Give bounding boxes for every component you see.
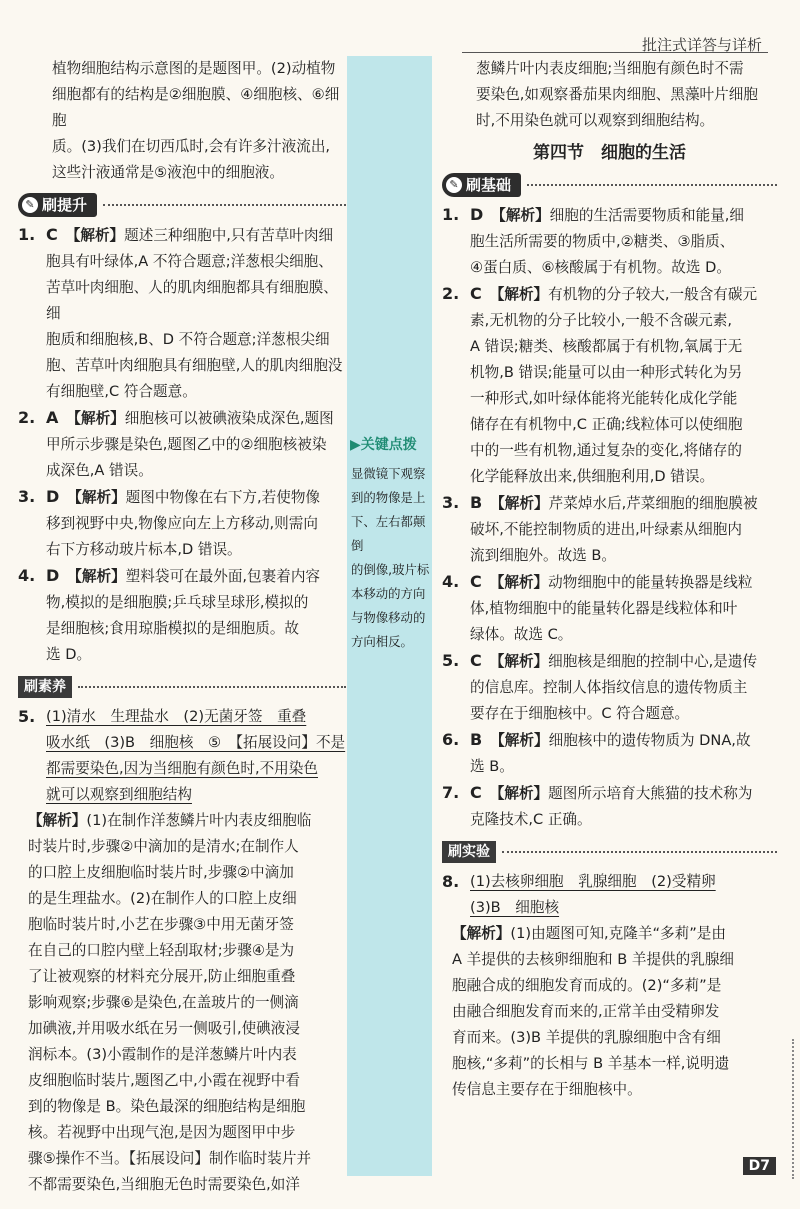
text-line: 皮细胞临时装片,题图乙中,小霞在视野中看 xyxy=(28,1072,300,1089)
text-line: 细胞都有的结构是②细胞膜、④细胞核、⑥细胞 xyxy=(52,86,340,129)
text-line: 绿体。故选 C。 xyxy=(470,626,573,643)
text-line: 葱鳞片叶内表皮细胞;当细胞有颜色时不需 xyxy=(476,60,744,77)
text-line: 选 D。 xyxy=(46,646,92,663)
text-line: 时装片时,步骤②中滴加的是清水;在制作人 xyxy=(28,838,299,855)
question-number: 3. xyxy=(18,487,36,506)
text-line: 流到细胞外。故选 B。 xyxy=(470,547,616,564)
text-line: 到的物像是 B。染色最深的细胞结构是细胞 xyxy=(28,1098,306,1115)
text-line: 的是生理盐水。(2)在制作人的口腔上皮细 xyxy=(28,890,297,907)
text-line: 核。若视野中出现气泡,是因为题图甲中步 xyxy=(28,1124,296,1141)
answer-line: 都需要染色,因为当细胞有颜色时,不用染色 xyxy=(46,760,318,777)
analysis-tag: 【解析】 xyxy=(66,410,125,427)
analysis-tag: 【解析】 xyxy=(490,495,549,512)
section-badge: 刷素养 xyxy=(18,676,72,698)
analysis-tag: 【解析】 xyxy=(67,568,126,585)
text-line: 在自己的口腔内壁上轻刮取材;步骤④是为 xyxy=(28,942,295,959)
text-line: 细胞的生活需要物质和能量,细 xyxy=(549,207,745,224)
text-line: 右下方移动玻片标本,D 错误。 xyxy=(46,541,242,558)
text-line: 要存在于细胞核中。C 符合题意。 xyxy=(470,705,690,722)
question-4 xyxy=(442,569,777,648)
right-intro xyxy=(442,56,777,134)
answer-line: (1)去核卵细胞 乳腺细胞 (2)受精卵 xyxy=(470,873,716,890)
question-number: 2. xyxy=(442,284,460,303)
text-line: 成深色,A 错误。 xyxy=(46,462,153,479)
section-label: 刷提升 xyxy=(42,196,88,214)
text-line: 克隆技术,C 正确。 xyxy=(470,811,592,828)
note-line: 方向相反。 xyxy=(351,634,413,649)
text-line: ④蛋白质、⑥核酸属于有机物。故选 D。 xyxy=(470,259,731,276)
answer-letter: D xyxy=(46,566,60,585)
text-line: 胞生活所需要的物质中,②糖类、③脂质、 xyxy=(470,233,735,250)
question-number: 7. xyxy=(442,783,460,802)
text-line: 育而来。(3)B 羊提供的乳腺细胞中含有细 xyxy=(452,1029,721,1046)
question-3 xyxy=(442,490,777,569)
question-number: 5. xyxy=(18,707,36,726)
text-line: 塑料袋可在最外面,包裹着内容 xyxy=(125,568,321,585)
analysis-tag: 【解析】 xyxy=(65,227,125,244)
question-number: 1. xyxy=(442,205,460,224)
note-line: 本移动的方向 xyxy=(351,586,426,601)
question-number: 4. xyxy=(442,572,460,591)
answer-letter: B xyxy=(470,730,483,749)
text-line: 时,不用染色就可以观察到细胞结构。 xyxy=(476,112,715,129)
answer-letter: C xyxy=(470,284,482,303)
text-line: 质。(3)我们在切西瓜时,会有许多汁液流出, xyxy=(52,138,331,155)
answer-letter: D xyxy=(46,487,60,506)
answer-letter: D xyxy=(470,205,484,224)
answer-letter: C xyxy=(46,225,58,244)
analysis-tag: 【解析】 xyxy=(489,785,549,802)
question-5-analysis xyxy=(18,808,346,1198)
text-line: 胞质和细胞核,B、D 不符合题意;洋葱根尖细 xyxy=(46,331,330,348)
text-line: 储存在有机物中,C 正确;线粒体可以使细胞 xyxy=(470,416,743,433)
text-line: 有细胞壁,C 符合题意。 xyxy=(46,383,197,400)
note-body xyxy=(351,462,431,654)
text-line: 不都需要染色,当细胞无色时需要染色,如洋 xyxy=(28,1176,300,1193)
section-tisheng xyxy=(18,192,346,218)
note-line: 到的物像是上 xyxy=(351,490,426,505)
section-label: 刷基础 xyxy=(466,176,512,194)
text-line: 是细胞核;食用琼脂模拟的是细胞质。故 xyxy=(46,620,300,637)
text-line: 一种形式,如叶绿体能将光能转化成化学能 xyxy=(470,390,738,407)
page-number: D7 xyxy=(743,1157,776,1175)
text-line: 题图中物像在右下方,若使物像 xyxy=(125,489,321,506)
text-line: 选 B。 xyxy=(470,758,514,775)
text-line: 题图所示培育大熊猫的技术称为 xyxy=(548,785,753,802)
analysis-tag: 【解析】 xyxy=(67,489,126,506)
text-line: 细胞核可以被碘液染成深色,题图 xyxy=(124,410,334,427)
analysis-tag: 【解析】 xyxy=(491,207,550,224)
text-line: A 错误;糖类、核酸都属于有机物,氧属于无 xyxy=(470,338,743,355)
dotted-rule xyxy=(527,184,777,186)
section-badge xyxy=(18,193,97,217)
question-number: 3. xyxy=(442,493,460,512)
question-number: 1. xyxy=(18,225,36,244)
dotted-rule xyxy=(502,851,777,853)
text-line: 胞临时装片时,小艺在步骤③中用无菌牙签 xyxy=(28,916,294,933)
section-badge xyxy=(442,173,521,197)
question-6 xyxy=(442,727,777,780)
answer-letter: B xyxy=(470,493,483,512)
dotted-rule xyxy=(103,204,346,206)
text-line: (1)由题图可知,克隆羊“多莉”是由 xyxy=(510,925,726,942)
section-jichu xyxy=(442,172,777,198)
text-line: 影响观察;步骤⑥是染色,在盖玻片的一侧滴 xyxy=(28,994,299,1011)
text-line: 素,无机物的分子比较小,一般不含碳元素, xyxy=(470,312,733,329)
text-line: 动物细胞中的能量转换器是线粒 xyxy=(548,574,753,591)
text-line: 物,模拟的是细胞膜;乒乓球呈球形,模拟的 xyxy=(46,594,309,611)
question-1 xyxy=(442,202,777,281)
question-1 xyxy=(18,222,346,405)
note-line: 显微镜下观察 xyxy=(351,466,426,481)
section-shiyan xyxy=(442,839,777,865)
answer-line: (1)清水 生理盐水 (2)无菌牙签 重叠 xyxy=(46,708,307,725)
text-line: 这些汁液通常是⑤液泡中的细胞液。 xyxy=(52,164,284,181)
note-line: 下、左右都颠倒 xyxy=(351,514,426,553)
text-line: 机物,B 错误;能量可以由一种形式转化为另 xyxy=(470,364,743,381)
question-number: 8. xyxy=(442,872,460,891)
note-line: 的倒像,玻片标 xyxy=(351,562,430,577)
analysis-tag: 【解析】 xyxy=(28,812,87,829)
text-line: 题述三种细胞中,只有苦草叶肉细 xyxy=(124,227,334,244)
text-line: 加碘液,并用吸水纸在另一侧吸引,使碘液浸 xyxy=(28,1020,300,1037)
question-4 xyxy=(18,563,346,668)
answer-line: 吸水纸 (3)B 细胞核 ⑤ 【拓展设问】不是 xyxy=(46,734,346,751)
question-3 xyxy=(18,484,346,563)
answer-line: (3)B 细胞核 xyxy=(470,899,560,916)
brush-icon: ✎ xyxy=(22,197,38,213)
text-line: 骤⑤操作不当。【拓展设问】制作临时装片并 xyxy=(28,1150,312,1167)
text-line: A 羊提供的去核卵细胞和 B 羊提供的乳腺细 xyxy=(452,951,735,968)
text-line: 化学能释放出来,供细胞利用,D 错误。 xyxy=(470,468,715,485)
text-line: (1)在制作洋葱鳞片叶内表皮细胞临 xyxy=(86,812,312,829)
text-line: 中的一些有机物,通过复杂的变化,将储存的 xyxy=(470,442,742,459)
answer-letter: C xyxy=(470,572,482,591)
text-line: 了让被观察的材料充分展开,防止细胞重叠 xyxy=(28,968,296,985)
text-line: 甲所示步骤是染色,题图乙中的②细胞核被染 xyxy=(46,436,327,453)
question-number: 5. xyxy=(442,651,460,670)
question-8 xyxy=(442,869,777,921)
left-column xyxy=(18,56,346,1198)
answer-line: 就可以观察到细胞结构 xyxy=(46,786,192,803)
text-line: 细胞核中的遗传物质为 DNA,故 xyxy=(548,732,751,749)
text-line: 胞具有叶绿体,A 不符合题意;洋葱根尖细胞、 xyxy=(46,253,333,270)
question-5 xyxy=(442,648,777,727)
right-column xyxy=(442,56,777,1103)
section-suyang xyxy=(18,674,346,700)
text-line: 植物细胞结构示意图的是题图甲。(2)动植物 xyxy=(52,60,336,77)
analysis-tag: 【解析】 xyxy=(490,732,549,749)
note-title: ▶关键点拨 xyxy=(350,437,417,453)
dotted-rule xyxy=(78,686,346,688)
text-line: 破坏,不能控制物质的进出,叶绿素从细胞内 xyxy=(470,521,742,538)
analysis-tag: 【解析】 xyxy=(452,925,511,942)
note-line: 与物像移动的 xyxy=(351,610,426,625)
question-7 xyxy=(442,780,777,833)
question-number: 2. xyxy=(18,408,36,427)
text-line: 细胞核是细胞的控制中心,是遗传 xyxy=(548,653,758,670)
section-badge: 刷实验 xyxy=(442,841,496,863)
question-2 xyxy=(18,405,346,484)
analysis-tag: 【解析】 xyxy=(489,653,549,670)
analysis-tag: 【解析】 xyxy=(489,286,549,303)
header-title: 批注式详答与详析 xyxy=(641,36,762,54)
question-number: 4. xyxy=(18,566,36,585)
text-line: 胞、苦草叶肉细胞具有细胞壁,人的肌肉细胞没 xyxy=(46,357,343,374)
text-line: 由融合细胞发育而来的,正常羊由受精卵发 xyxy=(452,1003,720,1020)
text-line: 有机物的分子较大,一般含有碳元 xyxy=(548,286,758,303)
page-edge-dots xyxy=(790,1039,794,1179)
section-heading: 第四节 细胞的生活 xyxy=(533,143,686,163)
text-line: 传信息主要存在于细胞核中。 xyxy=(452,1081,642,1098)
text-line: 胞融合成的细胞发育而成的。(2)“多莉”是 xyxy=(452,977,722,994)
text-line: 要染色,如观察番茄果肉细胞、黑藻叶片细胞 xyxy=(476,86,758,103)
brush-icon: ✎ xyxy=(446,177,462,193)
text-line: 胞核,“多莉”的长相与 B 羊基本一样,说明遗 xyxy=(452,1055,730,1072)
text-line: 苦草叶肉细胞、人的肌肉细胞都具有细胞膜、细 xyxy=(46,279,338,322)
text-line: 的信息库。控制人体指纹信息的遗传物质主 xyxy=(470,679,748,696)
text-line: 体,植物细胞中的能量转化器是线粒体和叶 xyxy=(470,600,738,617)
question-5 xyxy=(18,704,346,808)
text-line: 的口腔上皮细胞临时装片时,步骤②中滴加 xyxy=(28,864,294,881)
answer-letter: C xyxy=(470,651,482,670)
question-number: 6. xyxy=(442,730,460,749)
question-8-analysis xyxy=(442,921,777,1103)
answer-letter: A xyxy=(46,408,59,427)
text-line: 移到视野中央,物像应向左上方移动,则需向 xyxy=(46,515,318,532)
left-intro xyxy=(18,56,346,186)
header-rule xyxy=(462,52,768,53)
answer-letter: C xyxy=(470,783,482,802)
analysis-tag: 【解析】 xyxy=(489,574,549,591)
text-line: 润标本。(3)小霞制作的是洋葱鳞片叶内表 xyxy=(28,1046,297,1063)
question-2 xyxy=(442,281,777,490)
text-line: 芹菜焯水后,芹菜细胞的细胞膜被 xyxy=(548,495,758,512)
